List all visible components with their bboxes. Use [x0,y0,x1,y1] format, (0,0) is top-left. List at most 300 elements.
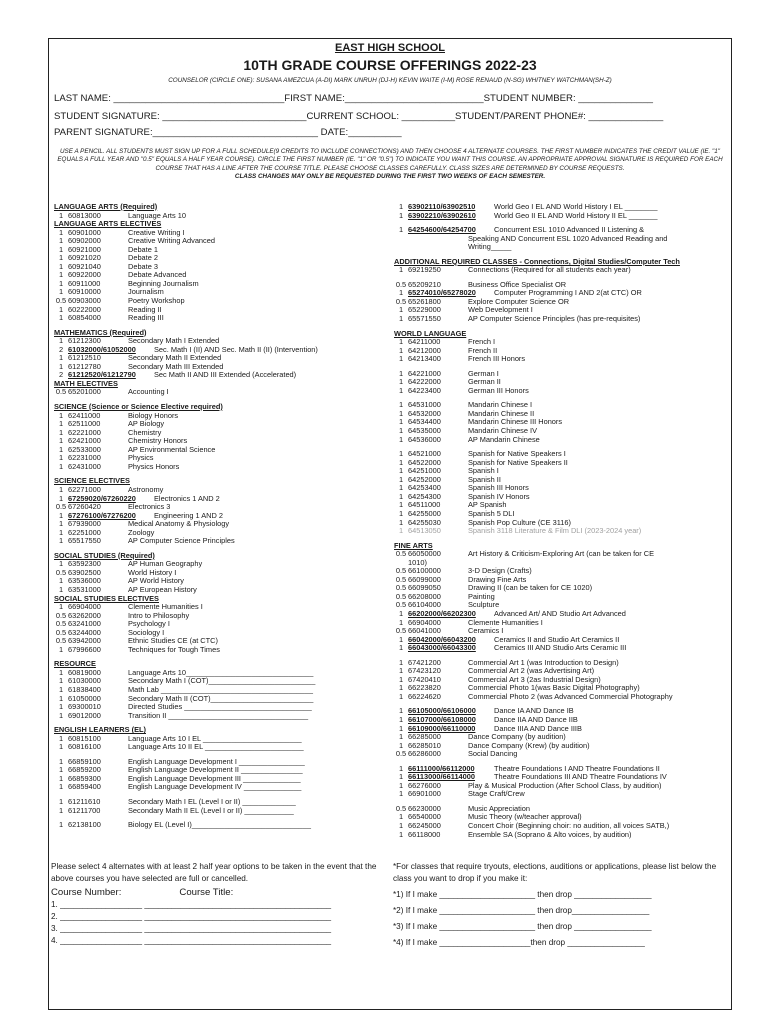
credit-value[interactable]: 1 [58,684,64,694]
credit-value[interactable]: 1 [58,336,64,346]
credit-value[interactable]: 1 [58,453,64,463]
course-title: Secondary Math I (COT)__________________________ [128,677,316,686]
course-number: 1010) [408,557,427,567]
course-row[interactable] [394,593,730,602]
credit-value[interactable]: 1 [398,732,404,742]
course-row[interactable] [394,790,730,799]
right-course-column [394,203,730,839]
credit-value[interactable]: 1 [398,466,404,476]
credit-value[interactable]: 0.5 [395,279,407,289]
course-title: Ceramics II and Studio Art Ceramics II [494,635,620,644]
credit-value[interactable]: 0.5 [55,296,67,306]
credit-value[interactable]: 1 [398,449,404,459]
credit-value[interactable]: 1 [398,634,404,644]
credit-value[interactable]: 1 [58,484,64,494]
course-row[interactable] [54,246,386,255]
credit-value[interactable]: 1 [398,829,404,839]
course-row[interactable] [394,742,730,751]
credit-value[interactable]: 1 [58,493,64,503]
course-number: 66223820 [408,683,441,693]
course-row[interactable] [54,463,386,472]
page-title: 10TH GRADE COURSE OFFERINGS 2022-23 [243,57,537,73]
credit-value[interactable]: 1 [58,519,64,529]
tryout-row[interactable]: *3) If I make _____________________ then drop _________________ [393,922,652,931]
credit-value[interactable]: 1 [398,483,404,493]
credit-value[interactable]: 1 [58,765,64,775]
course-row[interactable] [394,813,730,822]
course-row[interactable] [54,537,386,546]
course-row[interactable] [54,577,386,586]
course-number: 65517550 [68,536,101,546]
credit-value[interactable]: 1 [58,210,64,220]
credit-value[interactable] [394,243,408,252]
course-row[interactable] [54,612,386,621]
credit-value[interactable] [394,235,408,244]
credit-value[interactable]: 1 [58,584,64,594]
course-number: 60921020 [68,253,101,263]
credit-value[interactable]: 1 [398,517,404,527]
credit-value[interactable]: 1 [398,288,404,298]
course-row[interactable] [54,637,386,646]
credit-value[interactable]: 1 [398,314,404,324]
course-row[interactable] [54,512,386,521]
course-title: Electronics 1 AND 2 [154,494,220,503]
credit-value[interactable]: 1 [58,559,64,569]
course-number: 66111000/66112000 [408,763,475,773]
course-number: 64255000 [408,508,441,518]
parent-signature-field[interactable]: PARENT SIGNATURE:_______________________________ DATE:__________ [54,127,402,138]
course-title: Physics Honors [128,462,180,471]
course-row[interactable] [394,725,730,734]
course-number: 65571550 [408,314,441,324]
course-row[interactable] [54,229,386,238]
course-title: Business Office Specialist OR [468,280,567,289]
course-title: Mandarin Chinese III Honors [468,418,563,427]
course-row[interactable] [394,773,730,782]
credit-value[interactable]: 1 [398,225,404,235]
course-row[interactable] [54,712,386,721]
course-row[interactable] [54,603,386,612]
credit-value[interactable]: 1 [398,706,404,716]
credit-value[interactable]: 1 [58,304,64,314]
credit-value[interactable]: 1 [58,410,64,420]
course-title: Theatre Foundations III AND Theatre Foundations IV [494,773,667,782]
course-row[interactable] [394,610,730,619]
course-row[interactable] [394,822,730,831]
credit-value[interactable]: 1 [58,676,64,686]
course-title: Ethnic Studies CE (at CTC) [128,637,218,646]
credit-value[interactable]: 1 [398,674,404,684]
course-row[interactable] [394,619,730,628]
alternate-row[interactable]: 3. __________________ _________________________________________ [51,924,332,933]
credit-value[interactable]: 0.5 [55,567,67,577]
course-row[interactable] [394,459,730,468]
credit-value[interactable]: 0.5 [395,600,407,610]
course-title: Creative Writing I [128,228,185,237]
course-row[interactable] [54,271,386,280]
course-row[interactable] [54,288,386,297]
credit-value[interactable]: 0.5 [395,803,407,813]
course-row[interactable] [394,338,730,347]
credit-value[interactable]: 0.5 [55,502,67,512]
credit-value[interactable]: 0.5 [395,549,407,559]
course-row[interactable] [394,805,730,814]
credit-value[interactable]: 1 [58,782,64,792]
course-row[interactable] [394,370,730,379]
course-row[interactable] [54,237,386,246]
credit-value[interactable]: 1 [398,763,404,773]
course-row[interactable] [394,644,730,653]
credit-value[interactable]: 1 [58,805,64,815]
credit-value[interactable]: 1 [58,702,64,712]
section-heading: SOCIAL STUDIES (Required) [54,550,155,560]
credit-value[interactable]: 1 [58,244,64,254]
course-row[interactable] [54,254,386,263]
credit-value[interactable]: 1 [398,812,404,822]
credit-value[interactable]: 1 [58,227,64,237]
credit-value[interactable]: 1 [398,643,404,653]
credit-value[interactable]: 1 [398,666,404,676]
course-row[interactable] [394,527,730,536]
credit-value[interactable]: 0.5 [395,626,407,636]
credit-value[interactable]: 2 [58,344,64,354]
course-row[interactable] [394,436,730,445]
credit-value[interactable]: 1 [398,210,404,220]
course-row[interactable] [54,686,386,695]
course-title: Secondary Math II Extended [128,354,222,363]
credit-value[interactable]: 1 [58,602,64,612]
credit-value[interactable]: 1 [58,270,64,280]
credit-value[interactable]: 1 [398,385,404,395]
signature-fields[interactable]: STUDENT SIGNATURE: ___________________________CURRENT SCHOOL: __________STUDENT/PARENT PHONE#: ______________ [54,111,664,122]
credit-value[interactable]: 1 [58,733,64,743]
course-title: Language Arts 10 II EL ________________________ [128,743,304,752]
credit-value[interactable]: 1 [58,419,64,429]
course-number: 66107000/66108000 [408,714,476,724]
course-title [468,559,730,568]
course-row[interactable] [394,450,730,459]
course-row[interactable] [54,495,386,504]
credit-value[interactable]: 1 [398,500,404,510]
course-title: Writing_____ [468,243,512,252]
course-row[interactable] [394,584,730,593]
course-row[interactable] [394,226,730,235]
credit-value[interactable]: 1 [398,202,404,211]
course-row[interactable] [394,733,730,742]
credit-value[interactable]: 0.5 [55,636,67,646]
course-row[interactable] [394,212,730,221]
course-title: Poetry Workshop [128,297,185,306]
course-row[interactable] [394,378,730,387]
course-row[interactable] [54,629,386,638]
course-row[interactable] [54,297,386,306]
credit-value[interactable]: 1 [398,400,404,410]
credit-value[interactable]: 1 [398,821,404,830]
credit-value[interactable]: 1 [398,265,404,275]
course-row[interactable] [54,306,386,315]
credit-value[interactable]: 1 [58,236,64,246]
course-number: 66859100 [68,756,101,766]
course-number: 64213400 [408,354,441,364]
course-number: 66904000 [408,617,441,627]
credit-value[interactable]: 1 [398,657,404,667]
course-row[interactable] [394,298,730,307]
credit-value[interactable]: 1 [58,693,64,703]
course-number: 67939000 [68,519,101,529]
course-row[interactable] [394,501,730,510]
course-row[interactable] [54,735,386,744]
course-title: Commercial Art 2 (was Advertising Art) [468,667,595,676]
credit-value[interactable]: 1 [58,278,64,288]
course-row[interactable] [54,454,386,463]
course-row[interactable] [54,703,386,712]
course-row[interactable] [394,519,730,528]
credit-value[interactable]: 1 [58,797,64,806]
alternate-row[interactable]: 2. __________________ _________________________________________ [51,912,332,921]
course-row[interactable] [394,782,730,791]
course-row[interactable] [54,263,386,272]
tryout-row[interactable]: *4) If I make ____________________then drop _________________ [393,938,645,947]
course-row[interactable] [54,620,386,629]
course-number: 61212780 [68,361,101,371]
credit-value[interactable]: 1 [58,461,64,471]
course-title: Painting [468,592,495,601]
credit-value[interactable]: 1 [58,510,64,520]
credit-value[interactable]: 1 [58,287,64,297]
course-row[interactable] [394,315,730,324]
course-title: English Language Development III ______________ [128,774,301,783]
course-row[interactable] [394,510,730,519]
course-row[interactable] [54,569,386,578]
credit-value[interactable]: 1 [398,457,404,467]
credit-value[interactable]: 0.5 [395,591,407,601]
course-number: 65209210 [408,279,441,289]
credit-value[interactable]: 1 [398,772,404,782]
course-row[interactable] [394,387,730,396]
course-row[interactable] [394,243,730,252]
credit-value[interactable]: 1 [58,253,64,263]
course-number-label: Course Number: [51,887,122,898]
credit-value[interactable]: 1 [58,353,64,363]
course-row[interactable] [394,347,730,356]
credit-value[interactable]: 0.5 [55,387,67,397]
course-row[interactable] [394,493,730,502]
course-row[interactable] [394,684,730,693]
section-heading: ENGLISH LEARNERS (EL) [54,725,146,735]
credit-value[interactable]: 1 [398,780,404,790]
course-row[interactable] [394,567,730,576]
credit-value[interactable]: 0.5 [55,627,67,637]
course-title: Debate 3 [128,262,158,271]
course-row[interactable] [394,576,730,585]
course-row[interactable] [54,798,386,807]
tryout-row[interactable]: *1) If I make _____________________ then drop _________________ [393,890,652,899]
credit-value[interactable]: 0.5 [395,296,407,306]
credit-value[interactable]: 1 [398,691,404,701]
credit-value[interactable]: 1 [398,377,404,387]
credit-value[interactable]: 0.5 [395,749,407,759]
course-row[interactable] [54,346,386,355]
course-number: 66276000 [408,780,441,790]
course-row[interactable] [54,314,386,323]
credit-value[interactable]: 1 [398,368,404,378]
course-row[interactable] [54,280,386,289]
course-row[interactable] [394,676,730,685]
credit-value[interactable]: 1 [58,527,64,537]
course-title: Directed Studies _______________________________ [128,703,312,712]
course-row[interactable] [394,559,730,568]
credit-value[interactable]: 1 [398,305,404,315]
alternate-row[interactable]: 4. __________________ _________________________________________ [51,936,332,945]
course-number: 64522000 [408,457,441,467]
credit-value[interactable]: 0.5 [55,610,67,620]
credit-value[interactable]: 1 [58,261,64,271]
credit-value[interactable]: 1 [398,683,404,693]
credit-value[interactable]: 1 [398,714,404,724]
course-number: 69219250 [408,265,441,275]
credit-value[interactable]: 2 [58,370,64,380]
course-row[interactable] [54,412,386,421]
credit-value[interactable]: 1 [398,417,404,427]
credit-value[interactable]: 1 [58,773,64,783]
credit-value[interactable]: 1 [58,756,64,766]
credit-value[interactable]: 0.5 [395,566,407,576]
course-row[interactable] [54,821,386,830]
course-row[interactable] [394,484,730,493]
credit-value[interactable]: 1 [58,667,64,677]
credit-value[interactable]: 1 [398,354,404,364]
credit-value[interactable]: 0.5 [55,619,67,629]
course-title: Spanish 3118 Literature & Film DLI (2023-2024 year) [468,527,642,536]
section-heading: SCIENCE (Science or Science Elective required) [54,402,223,412]
course-row[interactable] [54,529,386,538]
credit-value[interactable]: 1 [58,820,64,830]
course-row[interactable] [394,467,730,476]
course-number: 61212300 [68,336,101,346]
course-title: Commercial Photo 1(was Basic Digital Photography) [468,684,640,693]
credit-value[interactable]: 1 [58,436,64,446]
credit-value[interactable]: 1 [58,536,64,546]
course-title: Theatre Foundations I AND Theatre Foundations II [494,764,660,773]
credit-value[interactable]: 0.5 [395,574,407,584]
course-number: 60922000 [68,270,101,280]
credit-value[interactable]: 1 [398,608,404,618]
course-number: 61211610 [68,797,101,806]
course-row[interactable] [394,476,730,485]
credit-value[interactable]: 1 [58,313,64,323]
course-number: 66100000 [408,566,441,576]
credit-value[interactable]: 1 [398,408,404,418]
course-row[interactable] [54,807,386,816]
course-row[interactable] [54,420,386,429]
course-row[interactable] [394,235,730,244]
course-row[interactable] [54,743,386,752]
credit-value[interactable]: 1 [398,789,404,799]
course-row[interactable] [54,783,386,792]
course-row[interactable] [54,388,386,397]
course-row[interactable] [394,355,730,364]
course-row[interactable] [394,306,730,315]
course-title: Ceramics I [468,627,504,636]
credit-value[interactable]: 1 [398,345,404,355]
credit-value[interactable]: 1 [58,644,64,654]
course-row[interactable] [394,401,730,410]
course-row[interactable] [394,831,730,840]
credit-value[interactable]: 1 [58,444,64,454]
course-title: English Language Development II _______________ [128,766,303,775]
credit-value[interactable]: 1 [398,491,404,501]
course-row[interactable] [394,750,730,759]
course-number: 63902110/63902510 [408,202,476,211]
credit-value[interactable]: 1 [398,426,404,436]
credit-value[interactable]: 1 [58,361,64,371]
credit-value[interactable]: 1 [58,710,64,720]
course-row[interactable] [54,775,386,784]
alternate-row[interactable]: 1. __________________ _________________________________________ [51,900,332,909]
course-row[interactable] [54,446,386,455]
course-row[interactable] [54,646,386,655]
school-name: EAST HIGH SCHOOL [334,42,445,54]
course-number: 67421200 [408,657,441,667]
course-number: 63942000 [68,636,101,646]
course-title: Secondary Math I EL (Level I or II) _____________ [128,798,296,806]
tryout-row[interactable]: *2) If I make _____________________ then drop_________________ [393,906,650,915]
credit-value[interactable]: 1 [398,434,404,444]
credit-value[interactable]: 1 [58,427,64,437]
name-fields[interactable]: LAST NAME: ________________________________FIRST NAME:__________________________STUDENT NUMBER: ______________ [54,93,653,104]
course-title: Sec Math II AND III Extended (Accelerated) [154,371,297,380]
credit-value[interactable]: 0.5 [395,583,407,593]
course-row[interactable] [394,266,730,275]
credit-value[interactable]: 1 [398,740,404,750]
course-number: 66050000 [408,549,441,559]
course-row[interactable] [54,520,386,529]
course-title: Drawing II (can be taken for CE 1020) [468,584,593,593]
credit-value[interactable]: 1 [398,617,404,627]
course-title: Spanish IV Honors [468,492,530,501]
course-row[interactable] [54,429,386,438]
course-row[interactable] [54,437,386,446]
course-row[interactable] [394,550,730,559]
course-row[interactable] [394,667,730,676]
credit-value[interactable]: 1 [398,508,404,518]
credit-value[interactable]: 1 [58,742,64,752]
course-row[interactable] [54,560,386,569]
course-row[interactable] [54,758,386,767]
course-row[interactable] [54,669,386,678]
course-row[interactable] [394,418,730,427]
course-title: Concurrent ESL 1010 Advanced II Listening & [494,226,645,235]
course-row[interactable] [54,677,386,686]
course-title: 3-D Design (Crafts) [468,567,532,576]
credit-value[interactable]: 1 [398,723,404,733]
course-title: Connections (Required for all students each year) [468,266,631,275]
course-row[interactable] [394,289,730,298]
course-row[interactable] [54,354,386,363]
course-title: Dance Company (Krew) (by audition) [468,741,590,750]
course-row[interactable] [394,427,730,436]
course-row[interactable] [394,410,730,419]
course-title: Debate Advanced [128,271,187,280]
course-row[interactable] [394,659,730,668]
credit-value[interactable]: 1 [58,576,64,586]
credit-value[interactable]: 1 [398,337,404,347]
course-row[interactable] [54,695,386,704]
credit-value[interactable]: 1 [398,526,404,536]
credit-value[interactable]: 1 [398,474,404,484]
course-row[interactable] [54,766,386,775]
course-row[interactable] [394,693,730,702]
